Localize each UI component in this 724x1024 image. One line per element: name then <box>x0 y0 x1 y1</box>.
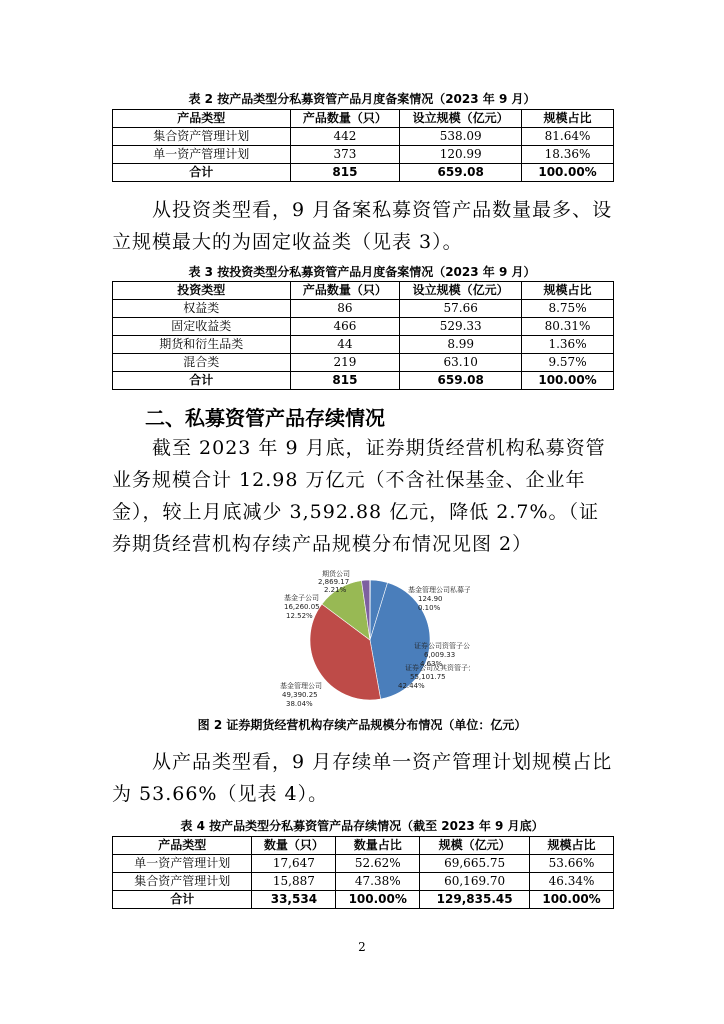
figure2-caption: 图 2 证券期货经营机构存续产品规模分布情况（单位：亿元） <box>197 718 527 732</box>
table-cell: 69,665.75 <box>420 855 530 873</box>
header-cell: 数量占比 <box>336 837 420 855</box>
table-cell: 129,835.45 <box>420 891 530 909</box>
table-cell: 17,647 <box>252 855 336 873</box>
table-cell: 1.36% <box>522 336 614 354</box>
table2 <box>112 109 614 182</box>
header-cell: 投资类型 <box>113 282 291 300</box>
table-cell: 47.38% <box>336 873 420 891</box>
table-cell: 100.00% <box>522 164 614 182</box>
table-cell: 权益类 <box>113 300 291 318</box>
table-cell: 80.31% <box>522 318 614 336</box>
pie-slice-label: 6,009.33 <box>424 651 456 659</box>
table-row <box>113 855 614 873</box>
header-cell: 产品类型 <box>113 110 291 128</box>
table-cell: 固定收益类 <box>113 318 291 336</box>
table-cell: 46.34% <box>530 873 614 891</box>
table-cell: 集合资产管理计划 <box>113 128 291 146</box>
table-cell: 15,887 <box>252 873 336 891</box>
pie-slice-label: 0.10% <box>418 604 441 612</box>
table-row <box>113 146 614 164</box>
header-cell: 设立规模（亿元） <box>400 282 522 300</box>
table-header-row <box>113 282 614 300</box>
pie-slice-label: 期货公司 <box>322 570 350 578</box>
pie-slice-label: 12.52% <box>286 612 313 620</box>
pie-slice-label: 49,390.25 <box>282 691 318 699</box>
table-cell: 81.64% <box>522 128 614 146</box>
table-cell: 44 <box>290 336 400 354</box>
pie-slice-label: 55,101.75 <box>410 673 446 681</box>
table-row <box>113 128 614 146</box>
pie-slice-label: 124.90 <box>418 595 443 603</box>
table-cell: 442 <box>290 128 400 146</box>
table-cell: 合计 <box>113 891 252 909</box>
table-total-row <box>113 891 614 909</box>
table-cell: 100.00% <box>530 891 614 909</box>
table-cell: 52.62% <box>336 855 420 873</box>
table-cell: 659.08 <box>400 372 522 390</box>
pie-slice-label: 42.44% <box>398 682 425 690</box>
table-total-row <box>113 164 614 182</box>
table-cell: 单一资产管理计划 <box>113 146 291 164</box>
paragraph-investment-type: 从投资类型看，9 月备案私募资管产品数量最多、设立规模最大的为固定收益类（见表 3）。 <box>112 199 613 253</box>
table-cell: 53.66% <box>530 855 614 873</box>
table3 <box>112 281 614 390</box>
paragraph-scale-summary: 截至 2023 年 9 月底，证券期货经营机构私募资管业务规模合计 12.98 万亿元（不含社保基金、企业年金），较上月底减少 3,592.88 亿元，降低 2.7%。（证券期货经营机构存续产品规模分布情况见图 2） <box>112 437 606 555</box>
table-cell: 合计 <box>113 372 291 390</box>
table-total-row <box>113 372 614 390</box>
header-cell: 规模占比 <box>530 837 614 855</box>
pie-chart-svg <box>270 570 470 710</box>
table-cell: 60,169.70 <box>420 873 530 891</box>
table3-caption: 表 3 按投资类型分私募资管产品月度备案情况（2023 年 9 月） <box>188 265 536 279</box>
table-cell: 63.10 <box>400 354 522 372</box>
table-cell: 219 <box>290 354 400 372</box>
table-cell: 8.99 <box>400 336 522 354</box>
table-cell: 86 <box>290 300 400 318</box>
table-cell: 100.00% <box>336 891 420 909</box>
paragraph-product-type: 从产品类型看，9 月存续单一资产管理计划规模占比为 53.66%（见表 4）。 <box>112 751 613 805</box>
table-row <box>113 336 614 354</box>
pie-slice-label: 基金管理公司私募子 <box>408 586 470 594</box>
pie-slice-label: 38.04% <box>286 700 313 708</box>
header-cell: 规模（亿元） <box>420 837 530 855</box>
table-cell: 单一资产管理计划 <box>113 855 252 873</box>
header-cell: 产品类型 <box>113 837 252 855</box>
table-cell: 100.00% <box>522 372 614 390</box>
header-cell: 产品数量（只） <box>290 110 400 128</box>
header-cell: 产品数量（只） <box>290 282 400 300</box>
table-cell: 合计 <box>113 164 291 182</box>
table-cell: 466 <box>290 318 400 336</box>
pie-slice-label: 2,869.17 <box>318 578 350 586</box>
table-cell: 120.99 <box>400 146 522 164</box>
table-cell: 期货和衍生品类 <box>113 336 291 354</box>
table-cell: 集合资产管理计划 <box>113 873 252 891</box>
header-cell: 数量（只） <box>252 837 336 855</box>
table-cell: 815 <box>290 164 400 182</box>
table-cell: 混合类 <box>113 354 291 372</box>
table-header-row <box>113 110 614 128</box>
table-row <box>113 354 614 372</box>
table-cell: 33,534 <box>252 891 336 909</box>
table-cell: 815 <box>290 372 400 390</box>
table4 <box>112 836 614 909</box>
table-cell: 538.09 <box>400 128 522 146</box>
pie-slice-label: 基金管理公司 <box>280 682 322 690</box>
table2-caption: 表 2 按产品类型分私募资管产品月度备案情况（2023 年 9 月） <box>188 92 536 106</box>
table-cell: 9.57% <box>522 354 614 372</box>
pie-chart <box>270 570 470 710</box>
header-cell: 规模占比 <box>522 282 614 300</box>
table-cell: 373 <box>290 146 400 164</box>
table-header-row <box>113 837 614 855</box>
table-cell: 529.33 <box>400 318 522 336</box>
pie-slice-label: 证券公司及其资管子 <box>405 664 468 672</box>
table-row <box>113 873 614 891</box>
table-cell: 18.36% <box>522 146 614 164</box>
pie-slice-label: 4.63% <box>420 660 443 668</box>
table-cell: 659.08 <box>400 164 522 182</box>
pie-slice-label: 2.21% <box>324 586 347 594</box>
table-row <box>113 318 614 336</box>
table-row <box>113 300 614 318</box>
pie-slice-label: 16,260.05 <box>284 603 320 611</box>
header-cell: 设立规模（亿元） <box>400 110 522 128</box>
table-cell: 8.75% <box>522 300 614 318</box>
pie-slice-label: 证券公司资管子公 <box>414 642 470 650</box>
section-heading: 二、私募资管产品存续情况 <box>145 406 385 430</box>
table4-caption: 表 4 按产品类型分私募资管产品存续情况（截至 2023 年 9 月底） <box>180 819 544 833</box>
table-cell: 57.66 <box>400 300 522 318</box>
pie-slice-label: 基金子公司 <box>284 594 319 602</box>
header-cell: 规模占比 <box>522 110 614 128</box>
page-number: 2 <box>358 940 366 954</box>
